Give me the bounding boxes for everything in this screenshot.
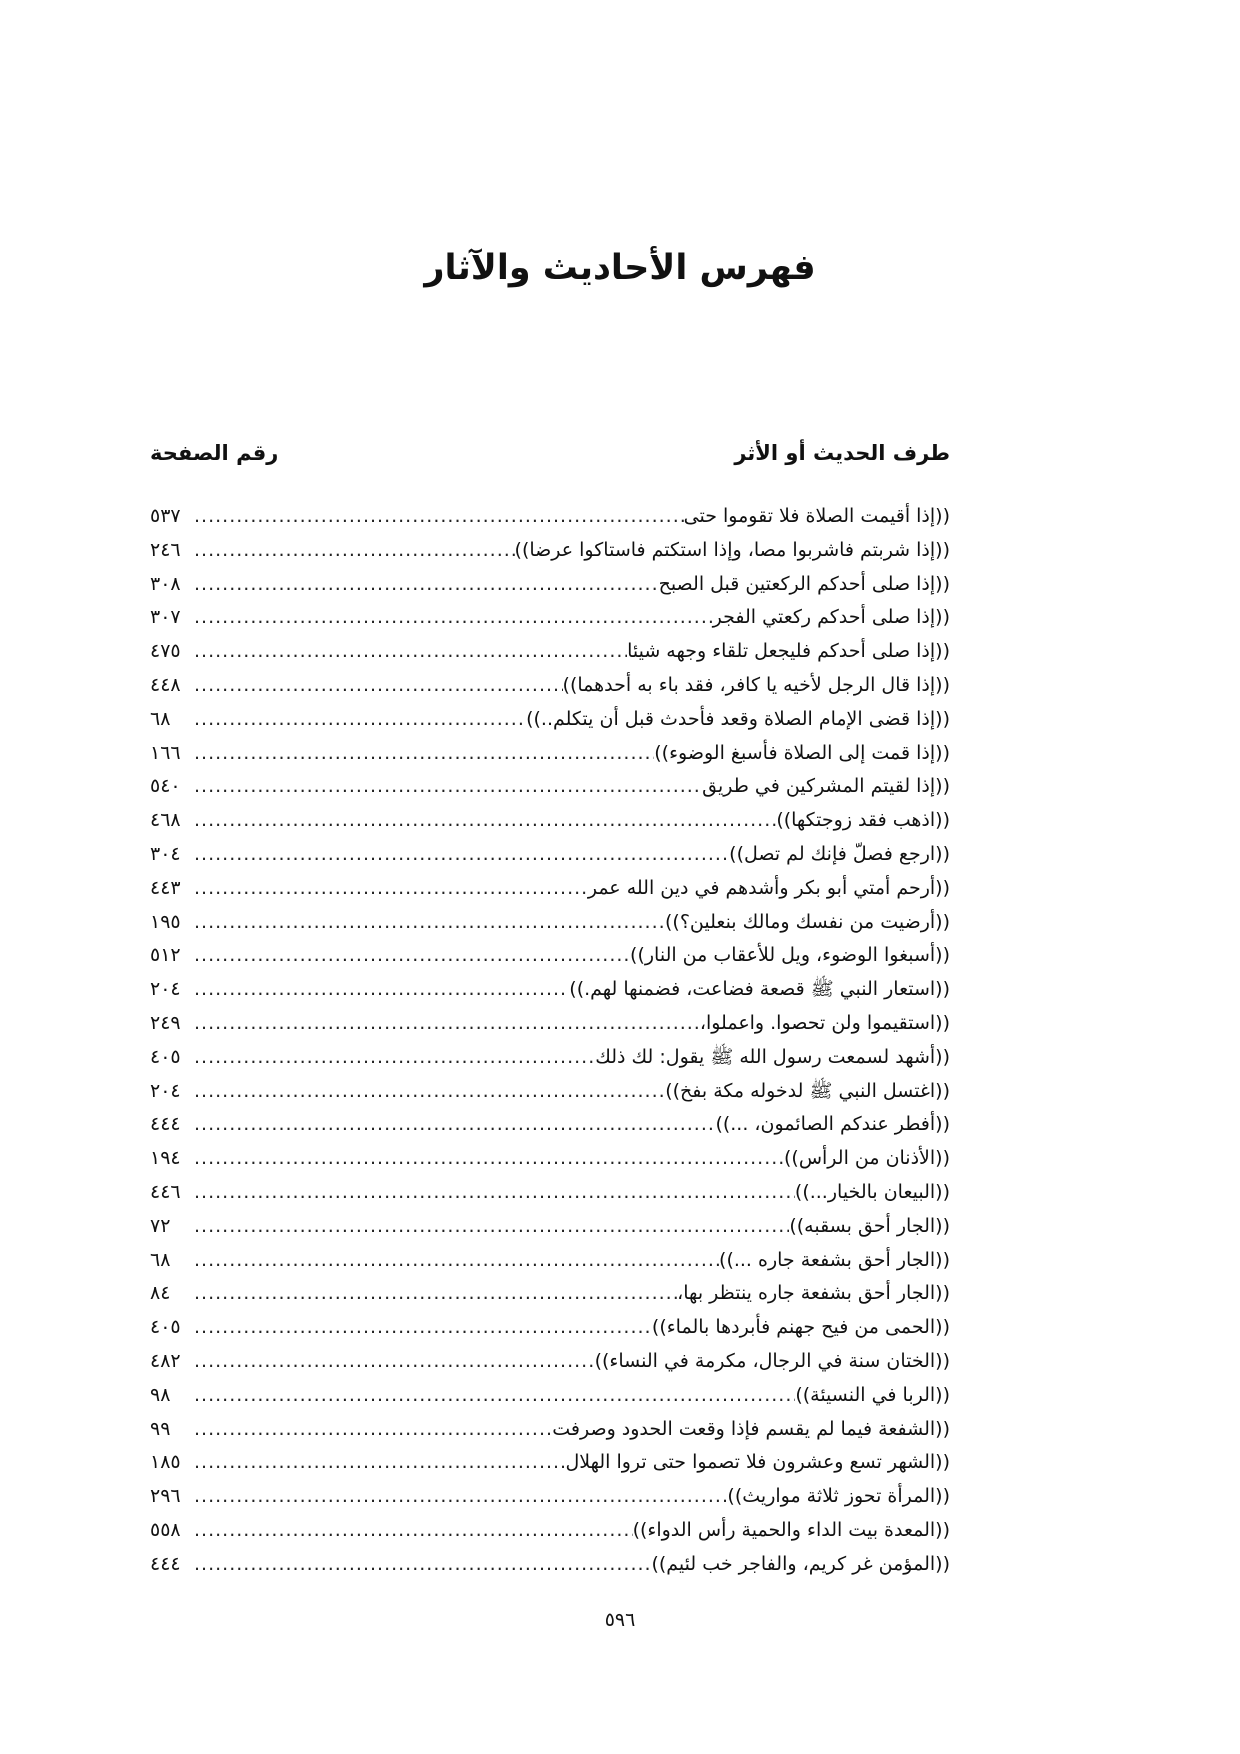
entry-page-number: ٣٠٤	[150, 842, 181, 865]
dot-leader	[194, 1413, 552, 1447]
index-entry	[150, 1108, 950, 1142]
dot-leader	[194, 1075, 665, 1109]
index-entry	[150, 703, 950, 737]
entry-text: ((الختان سنة في الرجال، مكرمة في النساء))	[594, 1349, 950, 1372]
index-entry	[150, 1480, 950, 1514]
dot-leader	[194, 1108, 715, 1142]
index-entry	[150, 1413, 950, 1447]
entry-text: ((إذا قال الرجل لأخيه يا كافر، فقد باء به أحدهما))	[562, 673, 950, 696]
index-entry	[150, 838, 950, 872]
dot-leader	[194, 1277, 677, 1311]
entry-page-number: ٣٠٨	[150, 572, 181, 595]
entry-text: ((الربا في النسيئة))	[795, 1383, 950, 1406]
dot-leader	[194, 635, 627, 669]
entry-text: ((استقيموا ولن تحصوا. واعملوا،	[699, 1011, 950, 1034]
index-entry	[150, 1007, 950, 1041]
entry-page-number: ١٨٥	[150, 1451, 181, 1474]
page-number: ٥٩٦	[604, 1609, 636, 1631]
dot-leader	[194, 973, 569, 1007]
entry-text: ((أفطر عندكم الصائمون، ...))	[715, 1113, 950, 1136]
entry-page-number: ٢٠٤	[150, 978, 181, 1001]
entry-page-number: ٥٤٠	[150, 775, 181, 798]
entry-text: ((أرضيت من نفسك ومالك بنعلين؟))	[665, 910, 950, 933]
index-entry	[150, 635, 950, 669]
entry-text: ((أشهد لسمعت رسول الله ﷺ يقول: لك ذلك	[595, 1045, 950, 1068]
index-entry	[150, 1244, 950, 1278]
column-headers	[150, 433, 950, 473]
entry-text: ((إذا لقيتم المشركين في طريق	[702, 775, 950, 798]
entry-text: ((الأذنان من الرأس))	[784, 1147, 950, 1170]
entry-text: ((إذا قمت إلى الصلاة فأسبغ الوضوء))	[654, 741, 950, 764]
dot-leader	[194, 737, 654, 771]
index-entry	[150, 939, 950, 973]
entry-page-number: ٨٤	[150, 1282, 171, 1305]
dot-leader	[194, 1142, 784, 1176]
entry-text: ((المعدة بيت الداء والحمية رأس الدواء))	[632, 1518, 950, 1541]
entry-page-number: ٩٨	[150, 1383, 171, 1406]
dot-leader	[194, 906, 665, 940]
entry-page-number: ٤٤٣	[150, 876, 181, 899]
dot-leader	[194, 500, 684, 534]
index-entry	[150, 1514, 950, 1548]
index-entry	[150, 1345, 950, 1379]
entry-page-number: ٢٤٦	[150, 538, 181, 561]
index-entry	[150, 1311, 950, 1345]
entry-text: ((الشهر تسع وعشرون فلا تصموا حتى تروا الهلال	[565, 1451, 950, 1474]
entry-page-number: ١٩٤	[150, 1147, 181, 1170]
dot-leader	[194, 1311, 652, 1345]
dot-leader	[194, 939, 630, 973]
index-entry	[150, 1446, 950, 1480]
entry-page-number: ٤٤٨	[150, 673, 181, 696]
entry-text: ((الحمى من فيح جهنم فأبردها بالماء))	[651, 1316, 950, 1339]
index-entry	[150, 737, 950, 771]
entry-text: ((إذا صلى أحدكم الركعتين قبل الصبح	[658, 572, 950, 595]
entry-text: ((البيعان بالخيار...))	[794, 1180, 950, 1203]
index-entry	[150, 601, 950, 635]
entry-page-number: ٤٧٥	[150, 640, 181, 663]
page-title: فهرس الأحاديث والآثار	[424, 248, 816, 288]
index-entry	[150, 1142, 950, 1176]
entry-page-number: ٤٤٦	[150, 1180, 181, 1203]
dot-leader	[194, 1007, 700, 1041]
entry-page-number: ٢٤٩	[150, 1011, 181, 1034]
entry-page-number: ٤٠٥	[150, 1316, 181, 1339]
entry-page-number: ٢٩٦	[150, 1485, 181, 1508]
entry-page-number: ٤٤٤	[150, 1552, 181, 1575]
dot-leader	[194, 568, 659, 602]
entry-page-number: ٦٨	[150, 1248, 171, 1271]
dot-leader	[194, 1379, 795, 1413]
dot-leader	[194, 838, 729, 872]
index-entry	[150, 500, 950, 534]
index-entry	[150, 1379, 950, 1413]
entry-page-number: ٦٨	[150, 707, 171, 730]
entry-page-number: ٥١٢	[150, 944, 181, 967]
entry-page-number: ١٦٦	[150, 741, 181, 764]
index-entry	[150, 669, 950, 703]
entry-page-number: ٤٠٥	[150, 1045, 181, 1068]
dot-leader	[194, 703, 526, 737]
index-entry	[150, 1075, 950, 1109]
entry-text: ((إذا صلى أحدكم ركعتي الفجر	[712, 606, 950, 629]
index-entry	[150, 568, 950, 602]
dot-leader	[194, 804, 776, 838]
index-entry	[150, 804, 950, 838]
entry-text: ((إذا شربتم فاشربوا مصا، وإذا استكتم فاستاكوا عرضا))	[514, 538, 950, 561]
column-header-page: رقم الصفحة	[150, 441, 279, 465]
entry-text: ((المرأة تحوز ثلاثة مواريث))	[727, 1485, 950, 1508]
dot-leader	[194, 1345, 595, 1379]
dot-leader	[194, 1548, 651, 1582]
dot-leader	[194, 1446, 565, 1480]
entry-text: ((المؤمن غر كريم، والفاجر خب لئيم))	[651, 1552, 950, 1575]
dot-leader	[194, 669, 563, 703]
entry-page-number: ٤٨٢	[150, 1349, 181, 1372]
entry-page-number: ٧٢	[150, 1214, 171, 1237]
index-entry	[150, 872, 950, 906]
index-entry	[150, 906, 950, 940]
dot-leader	[194, 1041, 595, 1075]
index-entry	[150, 1041, 950, 1075]
entry-text: ((استعار النبي ﷺ قصعة فضاعت، فضمنها لهم.))	[569, 978, 950, 1001]
entry-text: ((أرحم أمتي أبو بكر وأشدهم في دين الله عمر	[587, 876, 950, 899]
entry-text: ((الجار أحق بشفعة جاره ...))	[719, 1248, 950, 1271]
entry-text: ((أسبغوا الوضوء، ويل للأعقاب من النار))	[630, 944, 950, 967]
entry-page-number: ٤٦٨	[150, 809, 181, 832]
index-entry	[150, 534, 950, 568]
dot-leader	[194, 1176, 795, 1210]
entry-text: ((إذا صلى أحدكم فليجعل تلقاء وجهه شيئا	[627, 640, 950, 663]
index-entries	[150, 500, 950, 1582]
dot-leader	[194, 601, 713, 635]
dot-leader	[194, 1480, 727, 1514]
dot-leader	[194, 1244, 719, 1278]
index-entry	[150, 770, 950, 804]
entry-page-number: ٩٩	[150, 1417, 171, 1440]
index-entry	[150, 1210, 950, 1244]
entry-page-number: ٣٠٧	[150, 606, 181, 629]
dot-leader	[194, 1210, 789, 1244]
column-header-topic: طرف الحديث أو الأثر	[734, 441, 950, 465]
dot-leader	[194, 872, 588, 906]
dot-leader	[194, 534, 515, 568]
entry-text: ((الجار أحق بسقبه))	[789, 1214, 950, 1237]
entry-page-number: ٥٥٨	[150, 1518, 181, 1541]
entry-page-number: ٥٣٧	[150, 505, 181, 527]
index-entry	[150, 1548, 950, 1582]
entry-page-number: ١٩٥	[150, 910, 181, 933]
index-entry	[150, 973, 950, 1007]
entry-page-number: ٤٤٤	[150, 1113, 181, 1136]
index-entry	[150, 1277, 950, 1311]
entry-text: ((إذا قضى الإمام الصلاة وقعد فأحدث قبل أن يتكلم..))	[526, 707, 950, 730]
dot-leader	[194, 1514, 633, 1548]
entry-text: ((ارجع فصلّ فإنك لم تصل))	[729, 842, 950, 865]
entry-text: ((إذا أقيمت الصلاة فلا تقوموا حتى	[683, 505, 950, 527]
entry-page-number: ٢٠٤	[150, 1079, 181, 1102]
entry-text: ((الشفعة فيما لم يقسم فإذا وقعت الحدود وصرفت	[552, 1417, 950, 1440]
dot-leader	[194, 770, 702, 804]
entry-text: ((اغتسل النبي ﷺ لدخوله مكة بفخ))	[665, 1079, 950, 1102]
entry-text: ((الجار أحق بشفعة جاره ينتظر بها،	[677, 1282, 950, 1305]
index-entry	[150, 1176, 950, 1210]
entry-text: ((اذهب فقد زوجتكها))	[776, 809, 950, 832]
